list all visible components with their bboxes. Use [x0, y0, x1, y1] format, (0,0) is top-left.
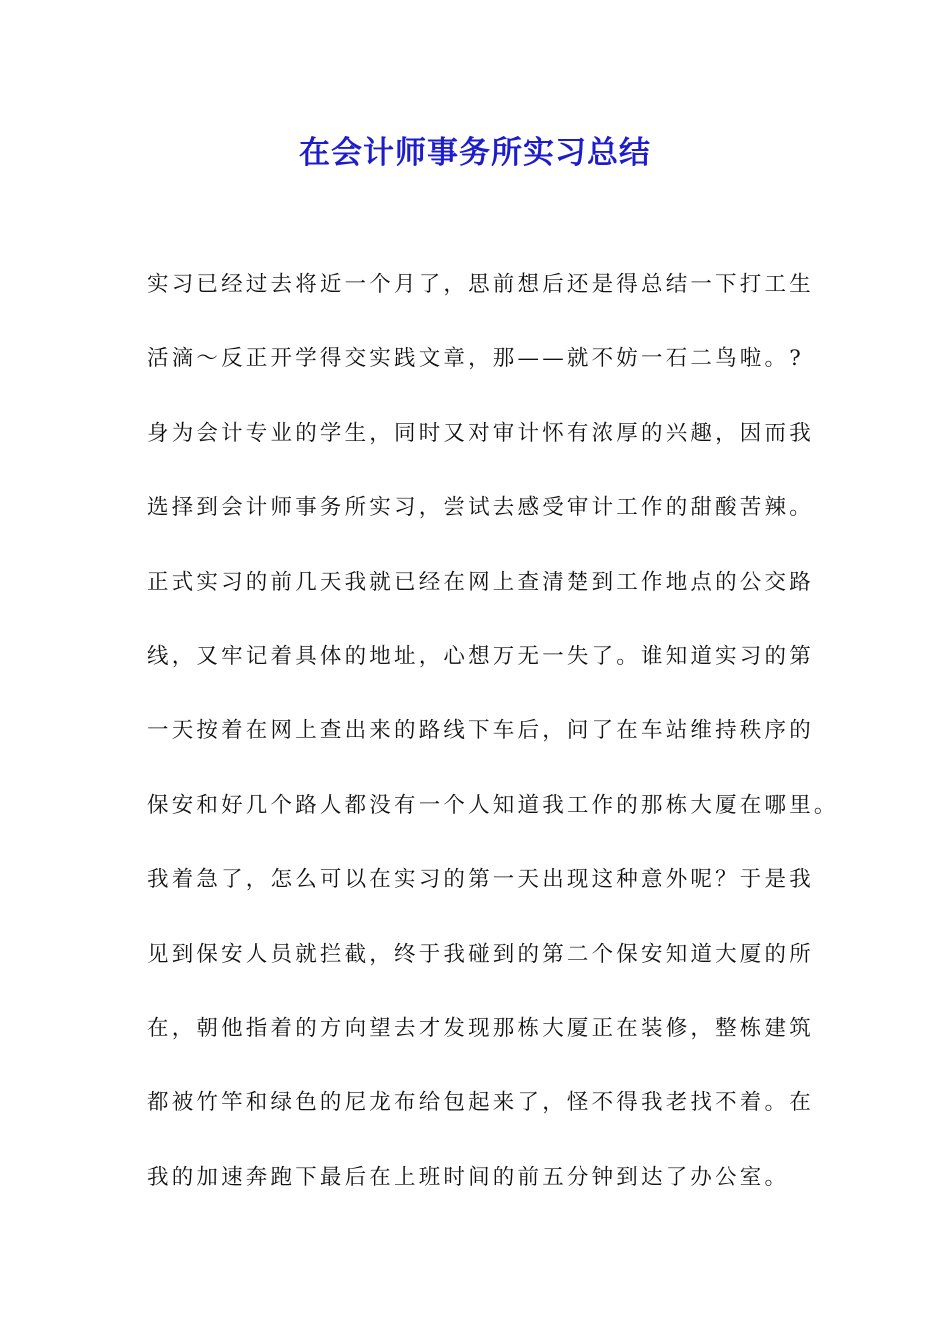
- body-line: 我着急了，怎么可以在实习的第一天出现这种意外呢？于是我: [147, 867, 814, 893]
- body-line: 我的加速奔跑下最后在上班时间的前五分钟到达了办公室。: [147, 1164, 790, 1190]
- body-line: 一天按着在网上查出来的路线下车后，问了在车站维持秩序的: [147, 718, 814, 744]
- body-line: 选择到会计师事务所实习，尝试去感受审计工作的甜酸苦辣。: [147, 495, 814, 521]
- body-line: 都被竹竿和绿色的尼龙布给包起来了，怪不得我老找不着。在: [147, 1090, 814, 1116]
- document-title: 在会计师事务所实习总结: [299, 135, 651, 171]
- body-line: 见到保安人员就拦截，终于我碰到的第二个保安知道大厦的所: [147, 941, 814, 967]
- document-body: [147, 260, 837, 1227]
- body-line: 正式实习的前几天我就已经在网上查清楚到工作地点的公交路: [147, 569, 814, 595]
- body-line: 身为会计专业的学生，同时又对审计怀有浓厚的兴趣，因而我: [147, 420, 814, 446]
- body-line: 实习已经过去将近一个月了，思前想后还是得总结一下打工生: [147, 272, 814, 297]
- body-line: 保安和好几个路人都没有一个人知道我工作的那栋大厦在哪里。: [147, 792, 839, 818]
- body-line: 活滴～反正开学得交实践文章，那——就不妨一石二鸟啦。?: [147, 346, 804, 372]
- body-line: 在，朝他指着的方向望去才发现那栋大厦正在装修，整栋建筑: [147, 1015, 814, 1041]
- body-line: 线，又牢记着具体的地址，心想万无一失了。谁知道实习的第: [147, 643, 814, 669]
